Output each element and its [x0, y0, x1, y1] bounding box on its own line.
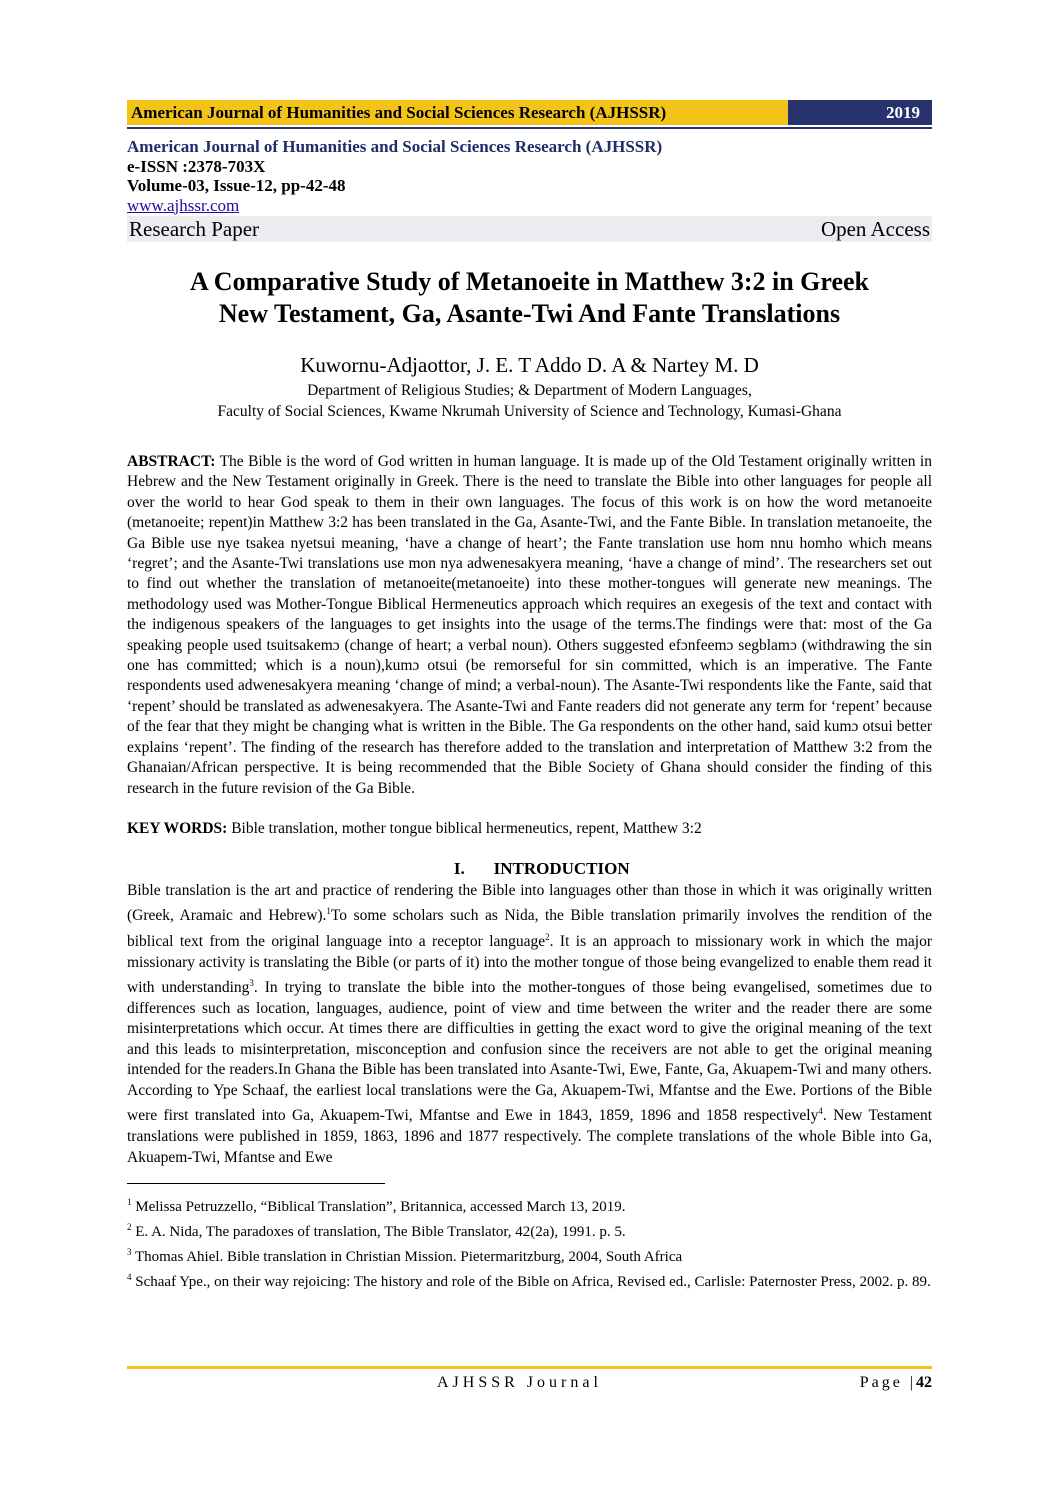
footnote-item: $^4$ Schaaf Ype., on their way rejoicing: The history and role of the Bible on Africa, Revised ed., Carlisle: Paternoster Press, 2002. p. 89. [127, 1272, 931, 1291]
footer-journal: AJHSSR Journal [437, 1374, 602, 1391]
footer-page [860, 1374, 932, 1392]
abstract [127, 452, 932, 799]
intro-text-1: Bible translation is the art and practice of rendering the Bible into languages other than those in which it was originally written (Greek, Aramaic and Hebrew). [127, 881, 932, 925]
affiliation-line-1: Department of Religious Studies; & Department of Modern Languages, [307, 382, 752, 399]
footnote-ref-4[interactable]: 4 [818, 1106, 823, 1117]
intro-text-3: . It is an approach to missionary work in which the major missionary activity is translating the Bible (or parts of it) into the mother tongue of those being evangelized to enable them read it with understanding [127, 933, 933, 997]
affiliation-line-2: Faculty of Social Sciences, Kwame Nkrumah University of Science and Technology, Kumasi-Ghana [217, 403, 842, 420]
page-number: 42 [916, 1374, 932, 1391]
running-header [127, 100, 932, 125]
keywords-text: Bible translation, mother tongue biblical hermeneutics, repent, Matthew 3:2 [231, 819, 702, 837]
section-title: INTRODUCTION [493, 858, 630, 878]
footnote-ref-3[interactable]: 3 [249, 978, 254, 989]
footnote-ref-1[interactable]: 1 [326, 906, 331, 917]
paper-title [127, 266, 932, 330]
footer-divider [127, 1366, 932, 1369]
paper-type: Research Paper [129, 217, 260, 241]
header-year: 2019 [788, 100, 932, 125]
keywords-label: KEY WORDS: [127, 819, 228, 837]
footnote-item: $^3$ Thomas Ahiel. Bible translation in Christian Mission. Pietermaritzburg, 2004, South Africa [127, 1247, 683, 1266]
journal-url-link[interactable]: www.ajhssr.com [127, 195, 240, 215]
header-divider [127, 127, 932, 129]
footnote-divider [127, 1183, 385, 1184]
page [127, 100, 932, 1292]
footnote-item: $^2$ E. A. Nida, The paradoxes of translation, The Bible Translator, 42(2a), 1991. p. 5. [127, 1222, 626, 1241]
page-label: Page | [859, 1374, 916, 1391]
intro-text-5: . New Testament translations were published in 1859, 1863, 1896 and 1877 respectively. The complete translations of the whole Bible into Ga, Akuapem-Twi, Mfantse and Ewe [127, 1107, 932, 1166]
abstract-text: The Bible is the word of God written in human language. It is made up of the Old Testament originally written in Hebrew and the New Testament originally in Greek. There is the need to translate the Bible into other languages for people all over the world to hear God speak to them in their own languages. The focus of this work is on how the word metanoeite (metanoeite; repent)in Matthew 3:2 has been translated in the Ga, Asante-Twi, and the Fante Bible. In translation metanoeite, the Ga Bible use nye tsakea nyetsui meaning, ‘have a change of heart’; the Fante translation use hom nnu homho which means ‘regret’; and the Asante-Twi translations use mon nya adwenesakyera meaning, ‘have a change of mind’. The researchers set out to find out whether the translation of metanoeite(metanoeite) into these mother-tongues will generate new meanings. The methodology used was Mother-Tongue Biblical Hermeneutics approach which requires an exegesis of the text and contact with the indigenous speakers of the languages to get insights into the usage of the terms.The findings were that: most of the Ga speaking people used tsuitsakemɔ (change of heart; a verbal noun). Others suggested efɔnfeemɔ segblamɔ (withdrawing the sin one has committed; which is a noun),kumɔ otsui (be remorseful for sin committed, which is an imperative. The Fante respondents used adwenesakyera meaning ‘change of mind; a verbal-noun). The Asante-Twi respondents like the Fante, said that ‘repent’ should be translated as adwenesakyera. The Asante-Twi and Fante readers did not generate any term for ‘repent’ because of the fear that they might be changing what is written in the Bible. The Ga respondents on the other hand, said kumɔ otsui better explains ‘repent’. The finding of the research has therefore added to the translation and interpretation of Matthew 3:2 from the Ghanaian/African perspective. It is being recommended that the Bible Society of Ghana should consider the finding of this research in the future revision of the Ga Bible. [127, 453, 932, 797]
section-number: I. [453, 858, 465, 878]
footnote-ref-2[interactable]: 2 [545, 932, 550, 943]
title-line-2: New Testament, Ga, Asante-Twi And Fante Translations [218, 299, 841, 328]
paper-type-band [127, 216, 932, 242]
journal-name: American Journal of Humanities and Social Sciences Research (AJHSSR) [127, 137, 663, 156]
access-type: Open Access [820, 217, 930, 241]
journal-meta [127, 137, 932, 215]
intro-text-4: . In trying to translate the bible into the mother-tongues of those being evangelised, sometimes due to differences such as location, languages, audience, point of view and time between the writer and the reader there are some misinterpretations which occur. At times there are difficulties in getting the exact word to give the original meaning of the text and this leads to misinterpretation, misconception and confusion since the receivers are not able to get the original meaning intended for the readers.In Ghana the Bible has been translated into Asante-Twi, Ewe, Fante, Ga, Akuapem-Twi and many others. According to Ype Schaaf, the earliest local translations were the Ga, Akuapem-Twi, Mfantse and the Ewe. Portions of the Bible were first translated into Ga, Akuapem-Twi, Mfantse and Ewe in 1843, 1859, 1896 and 1858 respectively [127, 979, 932, 1125]
header-journal-name: American Journal of Humanities and Social Sciences Research (AJHSSR) [127, 100, 788, 125]
intro-text-2: To some scholars such as Nida, the Bible translation primarily involves the rendition of the biblical text from the original language into a receptor language [127, 907, 932, 951]
footnotes [127, 1192, 932, 1292]
issn: e-ISSN :2378-703X [127, 156, 266, 176]
volume-info: Volume-03, Issue-12, pp-42-48 [127, 176, 346, 195]
keywords [127, 819, 932, 839]
footnote-item: $^1$ Melissa Petruzzello, “Biblical Translation”, Britannica, accessed March 13, 2019. [127, 1197, 626, 1216]
abstract-label: ABSTRACT: [127, 453, 216, 470]
authors: Kuwornu-Adjaottor, J. E. T Addo D. A & Nartey M. D [300, 353, 759, 377]
introduction-body [127, 881, 932, 1168]
section-heading [127, 859, 932, 879]
affiliation [127, 380, 932, 422]
title-line-1: A Comparative Study of Metanoeite in Matthew 3:2 in Greek [189, 267, 870, 296]
